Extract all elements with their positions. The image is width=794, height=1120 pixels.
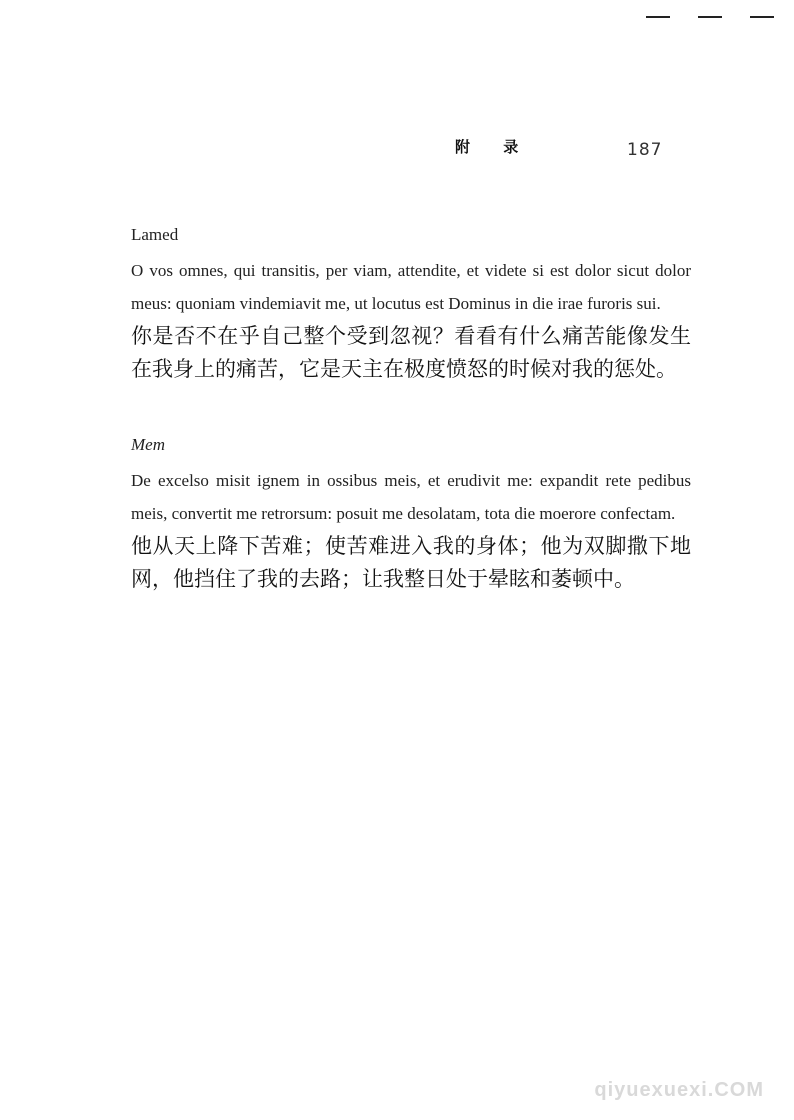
edge-mark [698,16,722,18]
edge-mark [750,16,774,18]
latin-verse: De excelso misit ignem in ossibus meis, et erudivit me: expandit rete pedibus meis, convertit me retrorsum: posuit me desolatam, tota die moerore confectam. [131,471,691,523]
latin-verse: O vos omnes, qui transitis, per viam, attendite, et videte si est dolor sicut dolor meus: quoniam vindemiavit me, ut locutus est Dominus in die irae furoris sui. [131,261,691,313]
header-title: 附 录 [455,138,533,156]
watermark-logo: qiyuexuexi.COM [594,1079,764,1101]
section-title: Lamed [131,225,179,244]
chinese-translation: 你是否不在乎自己整个受到忽视？看看有什么痛苦能像发生在我身上的痛苦，它是天主在极度愤怒的时候对我的惩处。 [131,324,691,381]
section-lamed [131,222,691,386]
page-content [131,222,691,596]
chinese-translation: 他从天上降下苦难；使苦难进入我的身体；他为双脚撒下地网，他挡住了我的去路；让我整日处于晕眩和萎顿中。 [131,534,691,591]
edge-mark [646,16,670,18]
section-title: Mem [131,435,165,454]
top-edge-marks [646,16,774,18]
running-header [455,136,675,166]
section-mem [131,432,691,596]
page-number: 187 [627,140,663,160]
